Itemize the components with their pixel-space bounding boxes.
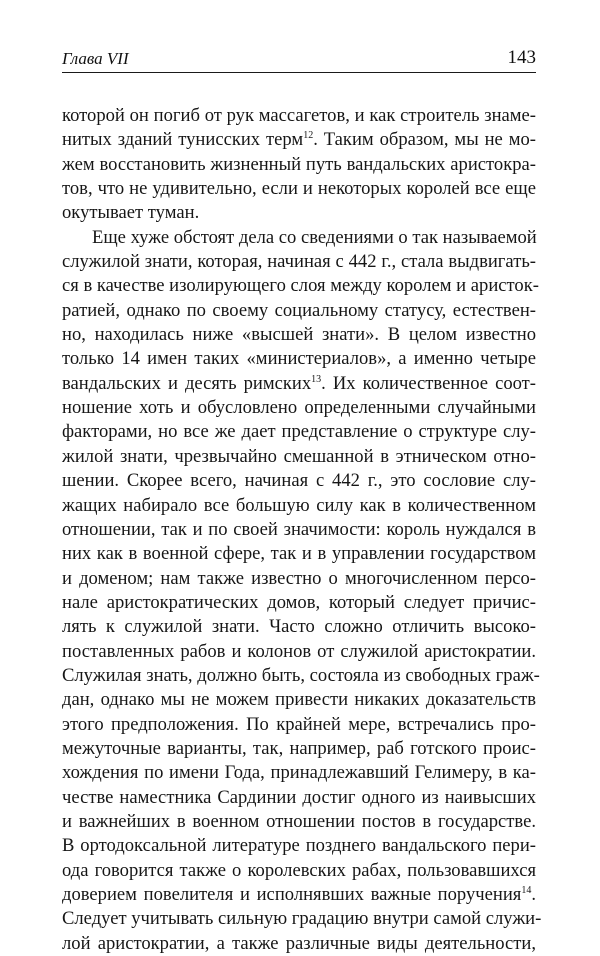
text-line <box>62 518 536 542</box>
text-line-content: Служилая знать, должно быть, состояла из свободных граж- <box>62 664 540 686</box>
text-line-content: честве наместника Сардинии достиг одного из наивысших <box>62 786 536 808</box>
running-header <box>62 46 536 73</box>
text-line <box>62 834 536 858</box>
text-line <box>62 932 536 956</box>
text-line <box>62 128 536 152</box>
text-line <box>62 737 536 761</box>
text-line <box>62 615 536 639</box>
text-line <box>62 640 536 664</box>
text-line <box>62 810 536 834</box>
text-line-content: ратией, однако по своему социальному статусу, естествен- <box>62 299 536 321</box>
text-line-content: тов, что не удивительно, если и некоторых королей все еще <box>62 178 536 200</box>
text-line-content: ода говорится также о королевских рабах, пользовавшихся <box>62 859 536 881</box>
text-line-content: которой он погиб от рук массагетов, и как строитель знаме- <box>62 105 536 126</box>
text-line <box>62 907 542 931</box>
text-line-content: шении. Скорее всего, начиная с 442 г., это сословие слу- <box>62 470 536 492</box>
text-line <box>62 494 536 518</box>
text-line-content: только 14 имен таких «министериалов», а именно четыре <box>62 348 536 370</box>
text-line <box>62 567 536 591</box>
text-line <box>62 226 536 250</box>
text-line-content: вандальских и десять римских <box>62 372 312 394</box>
text-line-content: факторами, но все же дает представление о структуре слу- <box>62 421 536 443</box>
text-line-content: В ортодоксальной литературе позднего вандальского пери- <box>62 835 536 857</box>
text-line <box>62 372 536 396</box>
text-line <box>62 274 539 298</box>
text-line <box>62 323 536 347</box>
text-line-continuation: . <box>531 884 536 905</box>
text-line-content: и важнейших в военном отношении постов в государстве. <box>62 810 536 832</box>
text-line <box>62 104 536 128</box>
text-line <box>62 591 536 615</box>
text-line <box>62 786 536 810</box>
text-line-content: жащих набирало все большую силу как в количественном <box>62 494 536 516</box>
text-line-content: лой аристократии, а также различные виды деятельности, <box>62 932 536 954</box>
text-line <box>62 201 536 225</box>
body-text <box>62 104 542 956</box>
text-line <box>62 153 536 177</box>
text-line-content: и доменом; нам также известно о многочисленном персо- <box>62 567 536 589</box>
text-line <box>62 542 536 566</box>
text-line-continuation: . Таким образом, мы не мо- <box>313 129 536 151</box>
text-line <box>62 713 536 737</box>
footnote-marker: 14 <box>521 885 532 896</box>
text-line-continuation: . Их количественное соот- <box>321 372 536 394</box>
text-line <box>62 347 536 371</box>
text-line <box>62 396 536 420</box>
text-line-content: Еще хуже обстоят дела со сведениями о так называемой <box>92 226 537 248</box>
text-line <box>62 299 536 323</box>
text-line-content: межуточные варианты, так, например, раб готского проис- <box>62 737 536 759</box>
footnote-marker: 12 <box>303 130 314 142</box>
text-line-content: поставленных рабов и колонов от служилой аристократии. <box>62 640 536 662</box>
text-line-content: нитых зданий тунисских терм <box>62 129 304 151</box>
text-line-content: служилой знати, которая, начиная с 442 г., стала выдвигать- <box>62 251 536 273</box>
text-line-content: этого предположения. По крайней мере, встречались про- <box>62 713 536 735</box>
text-line <box>62 177 536 201</box>
text-line <box>62 250 536 274</box>
text-line-content: дан, однако мы не можем привести никаких доказательств <box>62 689 536 711</box>
text-line <box>62 664 540 688</box>
text-line-content: хождения по имени Года, принадлежавший Гелимеру, в ка- <box>62 762 536 784</box>
chapter-title: Глава VII <box>62 49 129 68</box>
text-line-content: но, находилась ниже «высшей знати». В целом известно <box>62 324 536 346</box>
text-line-content: отношении, так и по своей значимости: король нуждался в <box>62 518 536 540</box>
footnote-marker: 13 <box>311 373 322 385</box>
text-line <box>62 859 536 883</box>
text-line <box>62 761 536 785</box>
text-line-content: Следует учитывать сильную градацию внутри самой служи- <box>62 908 542 930</box>
text-line <box>62 420 536 444</box>
text-line-content: жем восстановить жизненный путь вандальских аристокра- <box>62 153 536 175</box>
text-line-content: окутывает туман. <box>62 202 200 224</box>
text-line <box>62 688 536 712</box>
text-line-content: лять к служилой знати. Часто сложно отличить высоко- <box>62 616 536 638</box>
text-line-content: ношение хоть и обусловлено определенными случайными <box>62 397 536 419</box>
text-line <box>62 445 536 469</box>
text-line <box>62 469 536 493</box>
text-line-content: жилой знати, чрезвычайно смешанной в этническом отно- <box>62 445 536 467</box>
text-line-content: них как в военной сфере, так и в управлении государством <box>62 543 536 565</box>
page-number: 143 <box>507 47 536 68</box>
text-line-content: доверием повелителя и исполнявших важные поручения <box>62 884 522 905</box>
text-line-content: нале аристократических домов, который следует причис- <box>62 591 536 613</box>
text-line-content: ся в качестве изолирующего слоя между королем и аристок- <box>62 275 539 297</box>
text-line <box>62 883 536 907</box>
